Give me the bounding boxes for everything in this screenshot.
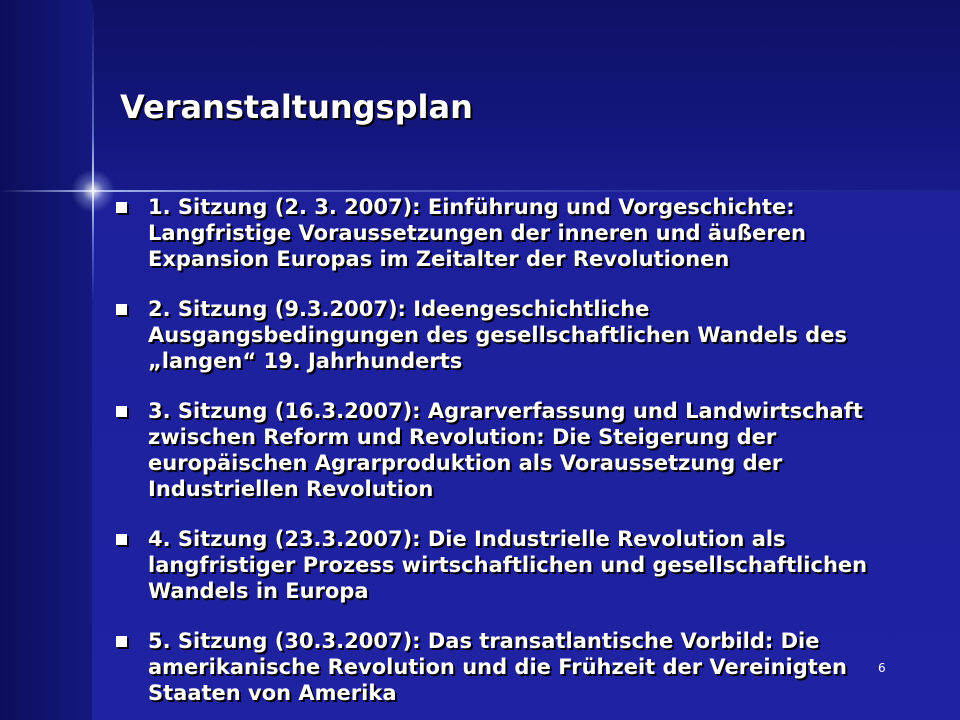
light-flare-vertical [92,0,94,300]
agenda-list [112,194,887,706]
agenda-item-line: langfristiger Prozess wirtschaftlichen und gesellschaftlichen [148,553,868,577]
agenda-item-line: 4. Sitzung (23.3.2007): Die Industrielle Revolution als [148,527,786,551]
light-flare-center-icon [71,169,115,213]
agenda-item-line: 1. Sitzung (2. 3. 2007): Einführung und Vorgeschichte: [148,195,795,219]
agenda-item-2 [112,296,887,374]
agenda-item-line: Staaten von Amerika [148,681,397,705]
agenda-item-line: Industriellen Revolution [148,477,434,501]
agenda-item-line: 2. Sitzung (9.3.2007): Ideengeschichtliche [148,297,650,321]
agenda-item-line: 3. Sitzung (16.3.2007): Agrarverfassung und Landwirtschaft [148,399,863,423]
square-bullet-icon [116,636,127,647]
agenda-item-line: amerikanische Revolution und die Frühzeit der Vereinigten [148,655,847,679]
page-number: 6 [878,661,886,675]
agenda-item-3 [112,398,887,502]
square-bullet-icon [116,534,127,545]
agenda-item-1 [112,194,887,272]
agenda-item-line: Wandels in Europa [148,579,369,603]
agenda-item-line: Expansion Europas im Zeitalter der Revolutionen [148,247,730,271]
square-bullet-icon [116,304,127,315]
square-bullet-icon [116,202,127,213]
agenda-item-line: Langfristige Voraussetzungen der inneren und äußeren [148,221,806,245]
agenda-item-line: europäischen Agrarproduktion als Voraussetzung der [148,451,783,475]
agenda-item-line: „langen“ 19. Jahrhunderts [148,349,463,373]
agenda-item-5 [112,628,887,706]
agenda-item-line: zwischen Reform und Revolution: Die Steigerung der [148,425,777,449]
agenda-item-4 [112,526,887,604]
light-flare-horizontal [0,190,960,192]
slide-background-left [0,0,92,720]
slide-title: Veranstaltungsplan [120,88,473,126]
agenda-item-line: Ausgangsbedingungen des gesellschaftlichen Wandels des [148,323,847,347]
square-bullet-icon [116,406,127,417]
agenda-item-line: 5. Sitzung (30.3.2007): Das transatlantische Vorbild: Die [148,629,820,653]
